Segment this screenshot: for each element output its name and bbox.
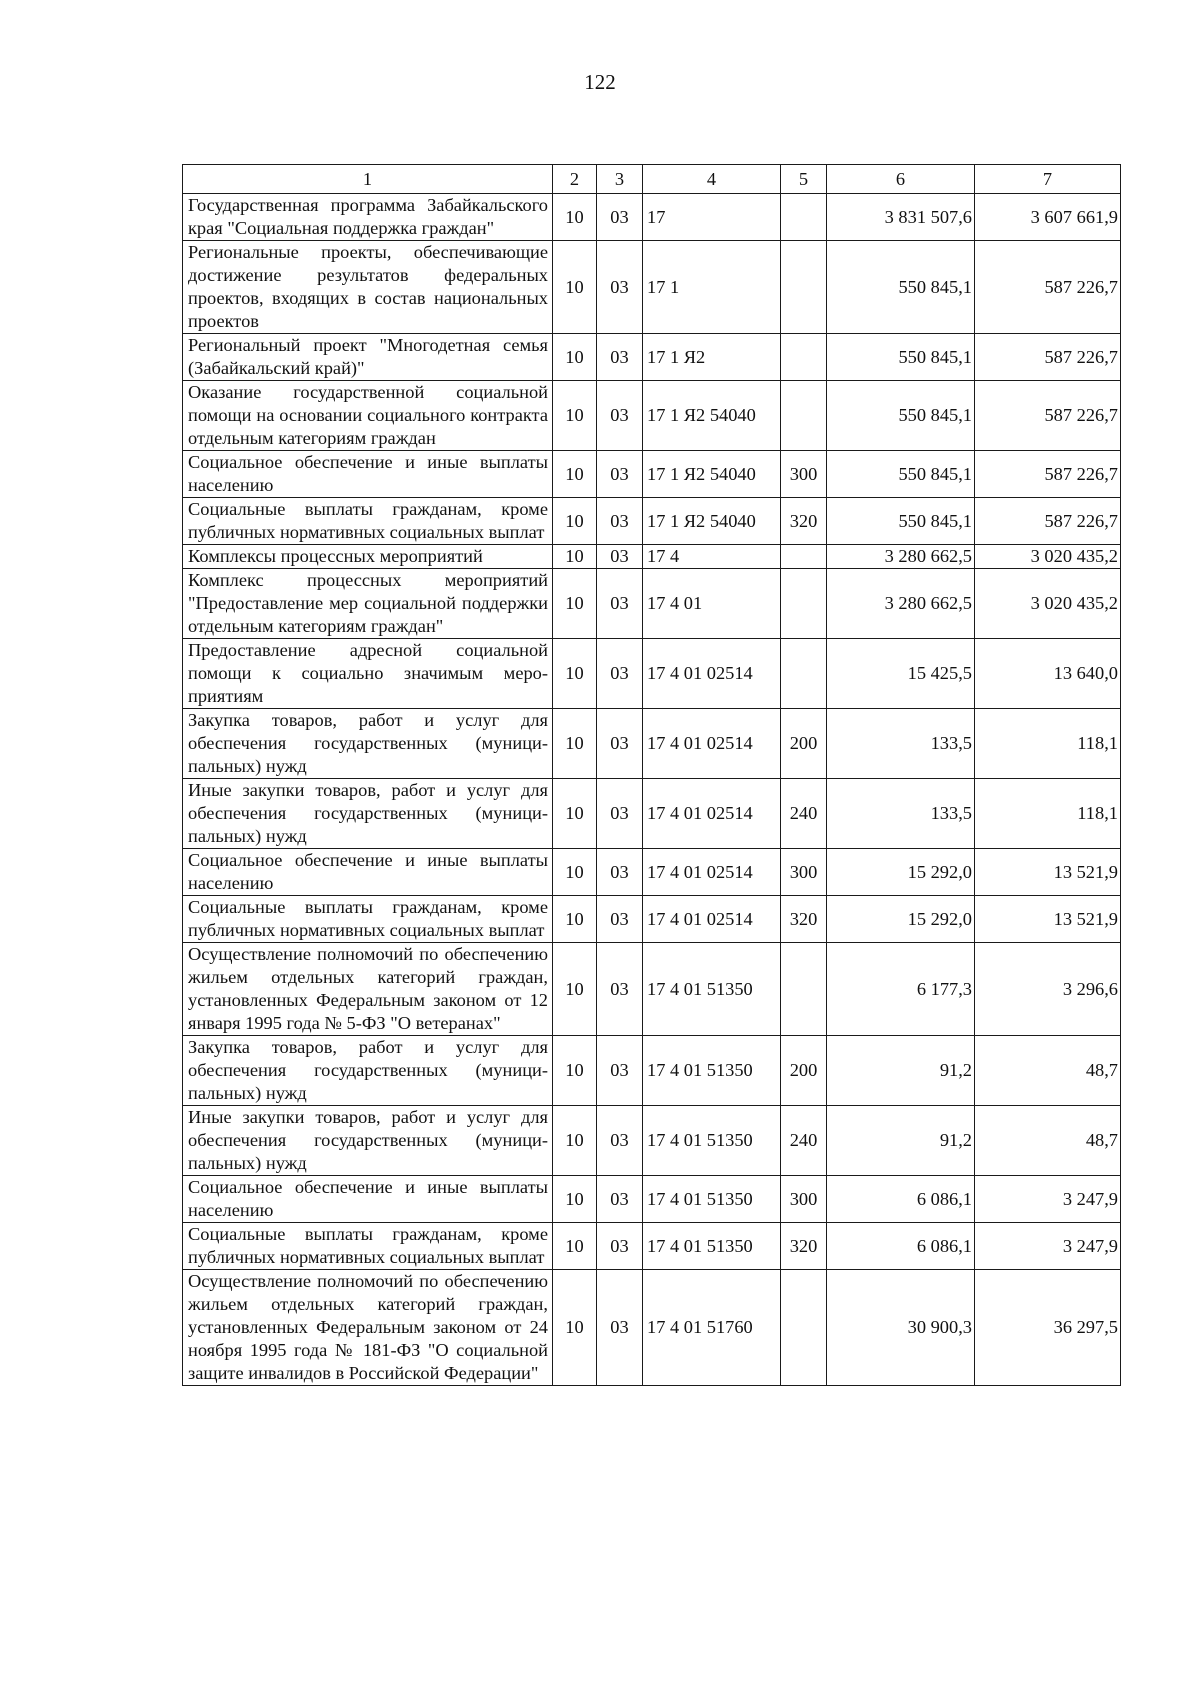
- expense-type-cell: 240: [781, 1106, 827, 1176]
- amount-year-1-cell: 15 292,0: [827, 849, 975, 896]
- target-code-cell: 17 4 01 51350: [643, 1176, 781, 1223]
- amount-year-2-cell: 13 521,9: [975, 896, 1121, 943]
- table-header-row: [183, 165, 1121, 194]
- subsection-cell: 03: [597, 896, 643, 943]
- column-header: 1: [183, 165, 553, 194]
- amount-year-2-cell: 48,7: [975, 1106, 1121, 1176]
- table-row: [183, 709, 1121, 779]
- row-name-cell: Закупка товаров, работ и услуг для обеспечения государственных (муниципальных) нужд: [183, 709, 553, 779]
- section-cell: 10: [553, 849, 597, 896]
- column-header: 2: [553, 165, 597, 194]
- target-code-cell: 17 4 01: [643, 569, 781, 639]
- target-code-cell: 17 4 01 51350: [643, 943, 781, 1036]
- target-code-cell: 17 4 01 51350: [643, 1223, 781, 1270]
- amount-year-1-cell: 91,2: [827, 1106, 975, 1176]
- target-code-cell: 17 4: [643, 545, 781, 569]
- expense-type-cell: 320: [781, 498, 827, 545]
- section-cell: 10: [553, 779, 597, 849]
- expense-type-cell: 300: [781, 451, 827, 498]
- table-row: [183, 779, 1121, 849]
- amount-year-2-cell: 118,1: [975, 779, 1121, 849]
- amount-year-2-cell: 3 607 661,9: [975, 194, 1121, 241]
- page-number: 122: [584, 70, 616, 94]
- target-code-cell: 17: [643, 194, 781, 241]
- subsection-cell: 03: [597, 545, 643, 569]
- amount-year-1-cell: 6 177,3: [827, 943, 975, 1036]
- amount-year-1-cell: 550 845,1: [827, 334, 975, 381]
- expense-type-cell: [781, 334, 827, 381]
- column-header: 6: [827, 165, 975, 194]
- subsection-cell: 03: [597, 639, 643, 709]
- amount-year-2-cell: 3 020 435,2: [975, 569, 1121, 639]
- expense-type-cell: 320: [781, 896, 827, 943]
- amount-year-1-cell: 3 831 507,6: [827, 194, 975, 241]
- row-name-cell: Государственная программа Забайкальского края "Социальная поддержка граждан": [183, 194, 553, 241]
- subsection-cell: 03: [597, 194, 643, 241]
- amount-year-1-cell: 15 292,0: [827, 896, 975, 943]
- expense-type-cell: 200: [781, 709, 827, 779]
- amount-year-2-cell: 587 226,7: [975, 498, 1121, 545]
- table-row: [183, 498, 1121, 545]
- table-row: [183, 896, 1121, 943]
- amount-year-2-cell: 587 226,7: [975, 334, 1121, 381]
- target-code-cell: 17 4 01 51350: [643, 1106, 781, 1176]
- target-code-cell: 17 4 01 02514: [643, 639, 781, 709]
- row-name-cell: Иные закупки товаров, работ и услуг для обеспечения государственных (муниципальных) нужд: [183, 1106, 553, 1176]
- subsection-cell: 03: [597, 1223, 643, 1270]
- row-name-cell: Предоставление адресной социальной помощи к социально значимым мероприятиям: [183, 639, 553, 709]
- section-cell: 10: [553, 896, 597, 943]
- row-name-cell: Осуществление полномочий по обеспечению жильем отдельных категорий граждан, установленных Федеральным законом от 12 января 1995 года № 5-ФЗ "О ветеранах": [183, 943, 553, 1036]
- target-code-cell: 17 4 01 51760: [643, 1270, 781, 1386]
- amount-year-2-cell: 587 226,7: [975, 241, 1121, 334]
- amount-year-1-cell: 133,5: [827, 779, 975, 849]
- row-name-cell: Комплексы процессных мероприятий: [183, 545, 553, 569]
- table-row: [183, 1223, 1121, 1270]
- amount-year-2-cell: 3 020 435,2: [975, 545, 1121, 569]
- column-header: 3: [597, 165, 643, 194]
- table-row: [183, 334, 1121, 381]
- expense-type-cell: 240: [781, 779, 827, 849]
- table-row: [183, 849, 1121, 896]
- row-name-cell: Социальное обеспечение и иные выплаты населению: [183, 451, 553, 498]
- subsection-cell: 03: [597, 943, 643, 1036]
- table-row: [183, 1106, 1121, 1176]
- section-cell: 10: [553, 194, 597, 241]
- table-row: [183, 943, 1121, 1036]
- target-code-cell: 17 1: [643, 241, 781, 334]
- amount-year-1-cell: 3 280 662,5: [827, 569, 975, 639]
- subsection-cell: 03: [597, 1106, 643, 1176]
- amount-year-1-cell: 550 845,1: [827, 498, 975, 545]
- table-row: [183, 451, 1121, 498]
- target-code-cell: 17 1 Я2: [643, 334, 781, 381]
- row-name-cell: Социальные выплаты гражданам, кроме публичных нормативных социальных выплат: [183, 896, 553, 943]
- amount-year-1-cell: 133,5: [827, 709, 975, 779]
- subsection-cell: 03: [597, 569, 643, 639]
- section-cell: 10: [553, 569, 597, 639]
- target-code-cell: 17 4 01 02514: [643, 896, 781, 943]
- section-cell: 10: [553, 709, 597, 779]
- section-cell: 10: [553, 639, 597, 709]
- column-header: 4: [643, 165, 781, 194]
- subsection-cell: 03: [597, 849, 643, 896]
- expense-type-cell: [781, 241, 827, 334]
- section-cell: 10: [553, 1270, 597, 1386]
- section-cell: 10: [553, 241, 597, 334]
- amount-year-2-cell: 587 226,7: [975, 381, 1121, 451]
- row-name-cell: Региональный проект "Многодетная семья (Забайкальский край)": [183, 334, 553, 381]
- row-name-cell: Иные закупки товаров, работ и услуг для обеспечения государственных (муниципальных) нужд: [183, 779, 553, 849]
- expense-type-cell: [781, 639, 827, 709]
- row-name-cell: Социальные выплаты гражданам, кроме публичных нормативных социальных выплат: [183, 498, 553, 545]
- row-name-cell: Комплекс процессных мероприятий "Предоставление мер социальной поддержки отдельным категориям граждан": [183, 569, 553, 639]
- expense-type-cell: 320: [781, 1223, 827, 1270]
- row-name-cell: Региональные проекты, обеспечивающие достижение результатов федеральных проектов, входящих в состав национальных проектов: [183, 241, 553, 334]
- subsection-cell: 03: [597, 498, 643, 545]
- target-code-cell: 17 1 Я2 54040: [643, 451, 781, 498]
- section-cell: 10: [553, 1223, 597, 1270]
- amount-year-2-cell: 36 297,5: [975, 1270, 1121, 1386]
- expense-type-cell: [781, 943, 827, 1036]
- subsection-cell: 03: [597, 1176, 643, 1223]
- amount-year-2-cell: 3 247,9: [975, 1223, 1121, 1270]
- amount-year-2-cell: 587 226,7: [975, 451, 1121, 498]
- amount-year-2-cell: 3 247,9: [975, 1176, 1121, 1223]
- subsection-cell: 03: [597, 241, 643, 334]
- subsection-cell: 03: [597, 1036, 643, 1106]
- section-cell: 10: [553, 334, 597, 381]
- section-cell: 10: [553, 498, 597, 545]
- target-code-cell: 17 1 Я2 54040: [643, 498, 781, 545]
- amount-year-1-cell: 6 086,1: [827, 1223, 975, 1270]
- row-name-cell: Социальное обеспечение и иные выплаты населению: [183, 1176, 553, 1223]
- subsection-cell: 03: [597, 381, 643, 451]
- subsection-cell: 03: [597, 709, 643, 779]
- column-header: 5: [781, 165, 827, 194]
- amount-year-1-cell: 550 845,1: [827, 381, 975, 451]
- expense-type-cell: 300: [781, 1176, 827, 1223]
- table-row: [183, 1270, 1121, 1386]
- column-header: 7: [975, 165, 1121, 194]
- amount-year-2-cell: 48,7: [975, 1036, 1121, 1106]
- amount-year-1-cell: 30 900,3: [827, 1270, 975, 1386]
- budget-table: [182, 164, 1121, 1386]
- table-row: [183, 569, 1121, 639]
- target-code-cell: 17 4 01 02514: [643, 849, 781, 896]
- amount-year-2-cell: 118,1: [975, 709, 1121, 779]
- row-name-cell: Осуществление полномочий по обеспечению жильем отдельных категорий граждан, установленных Федеральным законом от 24 ноября 1995 года № 181-ФЗ "О социальной защите инвалидов в Российской Федерации": [183, 1270, 553, 1386]
- section-cell: 10: [553, 451, 597, 498]
- table-row: [183, 381, 1121, 451]
- target-code-cell: 17 1 Я2 54040: [643, 381, 781, 451]
- subsection-cell: 03: [597, 334, 643, 381]
- expense-type-cell: [781, 545, 827, 569]
- table-row: [183, 194, 1121, 241]
- expense-type-cell: [781, 1270, 827, 1386]
- row-name-cell: Социальное обеспечение и иные выплаты населению: [183, 849, 553, 896]
- amount-year-1-cell: 91,2: [827, 1036, 975, 1106]
- amount-year-2-cell: 3 296,6: [975, 943, 1121, 1036]
- expense-type-cell: [781, 194, 827, 241]
- target-code-cell: 17 4 01 02514: [643, 709, 781, 779]
- section-cell: 10: [553, 1106, 597, 1176]
- section-cell: 10: [553, 1176, 597, 1223]
- section-cell: 10: [553, 381, 597, 451]
- section-cell: 10: [553, 545, 597, 569]
- row-name-cell: Оказание государственной социальной помощи на основании социального контракта отдельным категориям граждан: [183, 381, 553, 451]
- amount-year-2-cell: 13 640,0: [975, 639, 1121, 709]
- section-cell: 10: [553, 943, 597, 1036]
- amount-year-2-cell: 13 521,9: [975, 849, 1121, 896]
- expense-type-cell: [781, 569, 827, 639]
- table-row: [183, 241, 1121, 334]
- amount-year-1-cell: 6 086,1: [827, 1176, 975, 1223]
- subsection-cell: 03: [597, 779, 643, 849]
- amount-year-1-cell: 550 845,1: [827, 241, 975, 334]
- section-cell: 10: [553, 1036, 597, 1106]
- subsection-cell: 03: [597, 451, 643, 498]
- amount-year-1-cell: 550 845,1: [827, 451, 975, 498]
- table-row: [183, 639, 1121, 709]
- expense-type-cell: 300: [781, 849, 827, 896]
- amount-year-1-cell: 15 425,5: [827, 639, 975, 709]
- table-row: [183, 1036, 1121, 1106]
- amount-year-1-cell: 3 280 662,5: [827, 545, 975, 569]
- row-name-cell: Социальные выплаты гражданам, кроме публичных нормативных социальных выплат: [183, 1223, 553, 1270]
- target-code-cell: 17 4 01 02514: [643, 779, 781, 849]
- table-row: [183, 545, 1121, 569]
- expense-type-cell: 200: [781, 1036, 827, 1106]
- target-code-cell: 17 4 01 51350: [643, 1036, 781, 1106]
- expense-type-cell: [781, 381, 827, 451]
- table-row: [183, 1176, 1121, 1223]
- subsection-cell: 03: [597, 1270, 643, 1386]
- row-name-cell: Закупка товаров, работ и услуг для обеспечения государственных (муниципальных) нужд: [183, 1036, 553, 1106]
